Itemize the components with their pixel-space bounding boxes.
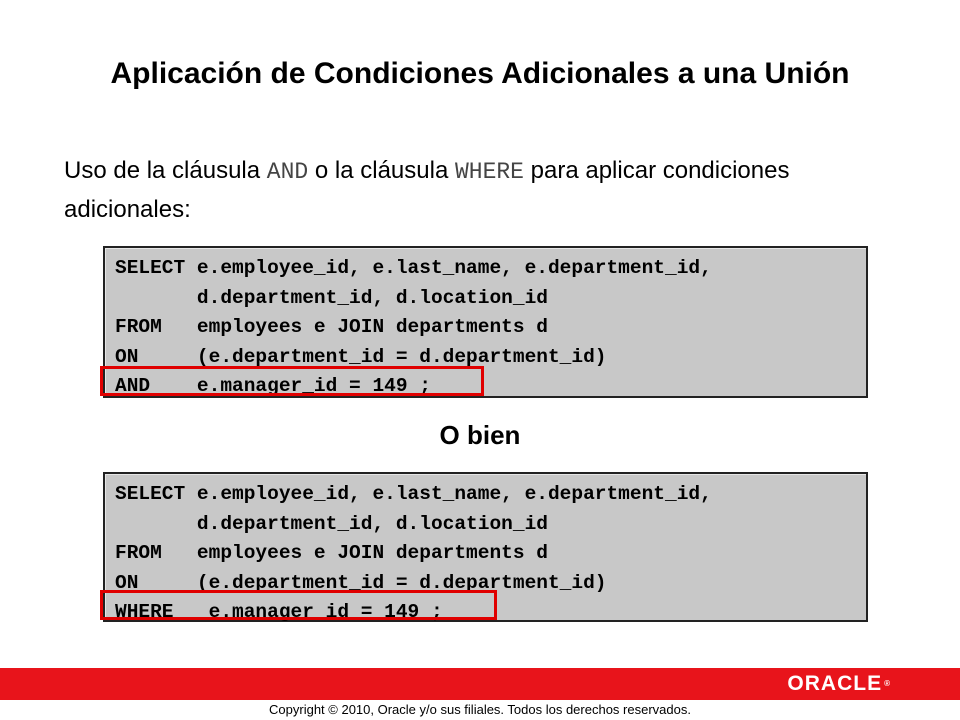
intro-code-and: AND bbox=[266, 159, 309, 185]
code-line: SELECT e.employee_id, e.last_name, e.department_id, bbox=[115, 257, 712, 279]
oracle-logo-text: ORACLE bbox=[787, 672, 883, 695]
where-condition-highlight bbox=[100, 590, 497, 620]
intro-text-after: para aplicar condiciones adicionales: bbox=[64, 157, 790, 223]
code-line: ON (e.department_id = d.department_id) bbox=[115, 571, 607, 594]
code-line: d.department_id, d.location_id bbox=[115, 512, 548, 535]
code-line: FROM employees e JOIN departments d bbox=[115, 316, 548, 338]
slide-title: Aplicación de Condiciones Adicionales a una Unión bbox=[110, 57, 850, 90]
intro-text bbox=[64, 152, 864, 229]
oracle-logo bbox=[787, 673, 890, 695]
copyright-text: Copyright © 2010, Oracle y/o sus filiales. Todos los derechos reservados. bbox=[269, 702, 691, 717]
intro-code-where: WHERE bbox=[454, 159, 524, 185]
code-line: SELECT e.employee_id, e.last_name, e.department_id, bbox=[115, 483, 712, 505]
intro-text-mid: o la cláusula bbox=[308, 157, 455, 184]
separator-label: O bien bbox=[439, 420, 521, 450]
code-line-and-condition: AND e.manager_id = 149 ; bbox=[115, 375, 431, 397]
code-line: ON (e.department_id = d.department_id) bbox=[115, 345, 607, 368]
and-condition-highlight bbox=[100, 366, 484, 396]
code-line: d.department_id, d.location_id bbox=[115, 286, 548, 309]
code-line-where-condition: WHERE e.manager_id = 149 ; bbox=[115, 601, 443, 623]
intro-text-before: Uso de la cláusula bbox=[64, 157, 267, 184]
registered-mark-icon: ® bbox=[884, 679, 890, 688]
code-line: FROM employees e JOIN departments d bbox=[115, 542, 548, 564]
